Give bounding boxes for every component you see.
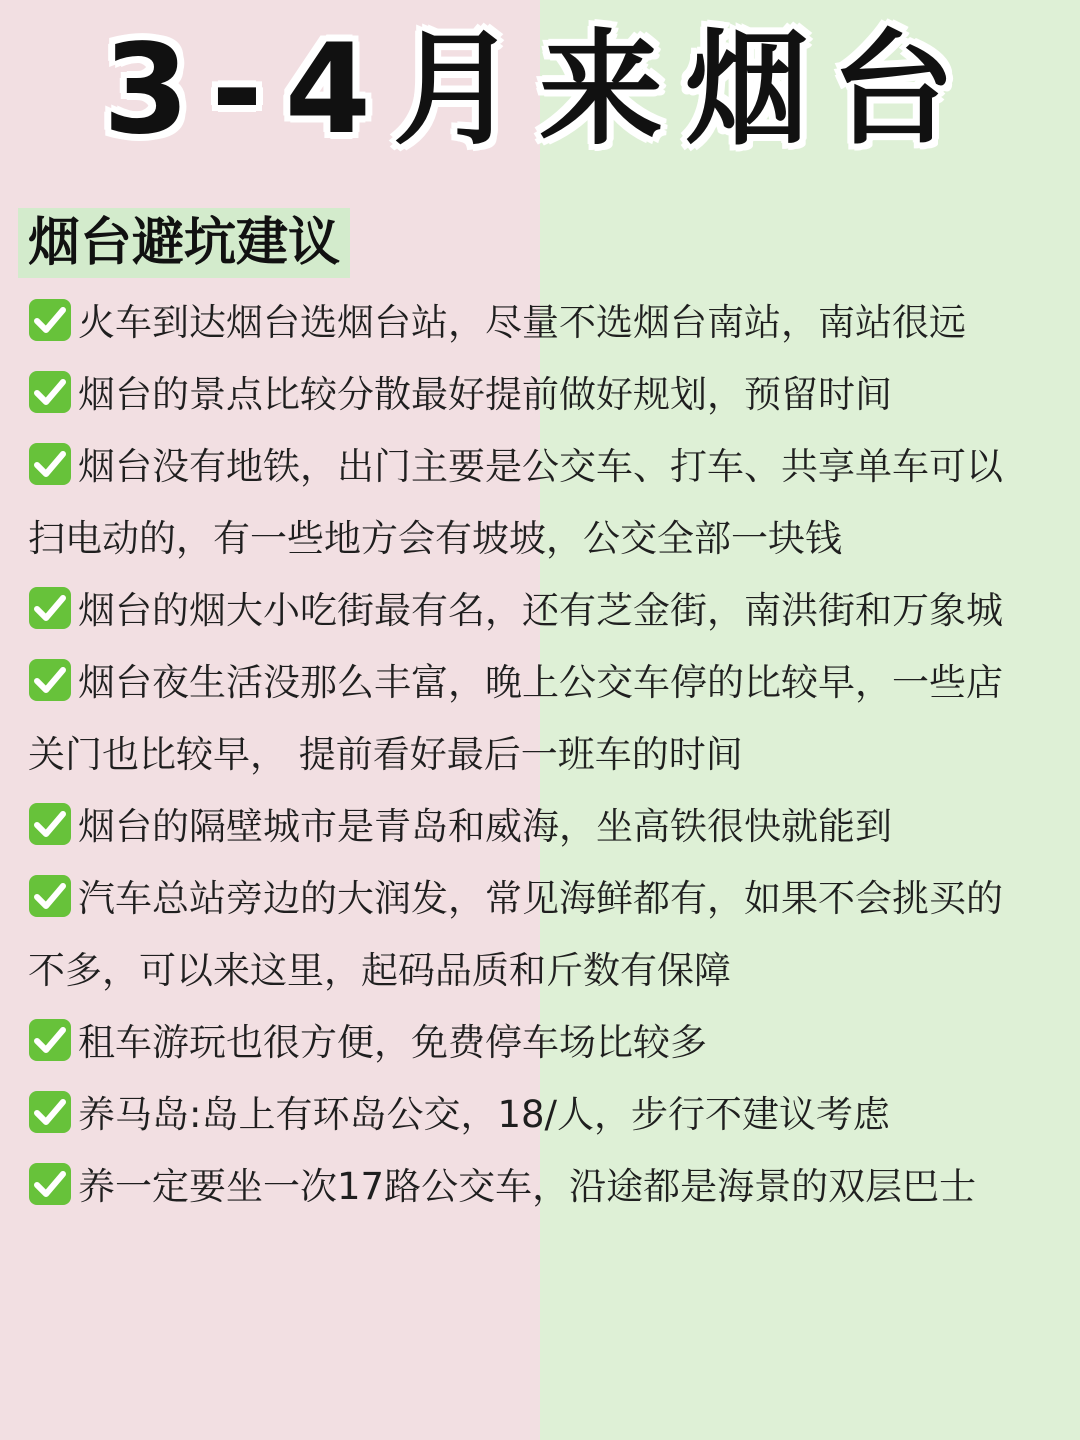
check-mark-icon — [28, 366, 72, 410]
tip-item — [28, 359, 1018, 431]
tip-item — [28, 431, 1018, 575]
tip-text: 汽车总站旁边的大润发，常见海鲜都有，如果不会挑买的不多，可以来这里，起码品质和斤数有保障 — [28, 877, 1003, 992]
tips-list — [28, 287, 1018, 1223]
check-mark-icon — [28, 294, 72, 338]
page-title: 3-4月来烟台 — [102, 18, 978, 162]
tip-item — [28, 1079, 1018, 1151]
tip-text: 烟台的隔壁城市是青岛和威海，坐高铁很快就能到 — [78, 805, 892, 848]
tip-item — [28, 791, 1018, 863]
check-mark-icon — [28, 870, 72, 914]
check-mark-icon — [28, 1014, 72, 1058]
check-mark-icon — [28, 1086, 72, 1130]
tip-text: 烟台夜生活没那么丰富，晚上公交车停的比较早，一些店关门也比较早， 提前看好最后一班车的时间 — [28, 661, 1003, 776]
tip-item — [28, 287, 1018, 359]
tip-text: 养一定要坐一次17路公交车，沿途都是海景的双层巴士 — [78, 1165, 977, 1208]
tip-text: 烟台没有地铁，出门主要是公交车、打车、共享单车可以扫电动的，有一些地方会有坡坡，公交全部一块钱 — [28, 445, 1003, 560]
tip-item — [28, 647, 1018, 791]
tip-text: 烟台的景点比较分散最好提前做好规划，预留时间 — [78, 373, 892, 416]
tip-item — [28, 575, 1018, 647]
check-mark-icon — [28, 438, 72, 482]
check-mark-icon — [28, 798, 72, 842]
tip-text: 烟台的烟大小吃街最有名，还有芝金街，南洪街和万象城 — [78, 589, 1003, 632]
tip-text: 火车到达烟台选烟台站，尽量不选烟台南站，南站很远 — [78, 301, 966, 344]
tip-item — [28, 863, 1018, 1007]
tip-item — [28, 1007, 1018, 1079]
tip-text: 养马岛:岛上有环岛公交，18/人，步行不建议考虑 — [78, 1093, 891, 1136]
check-mark-icon — [28, 582, 72, 626]
tip-text: 租车游玩也很方便，免费停车场比较多 — [78, 1021, 707, 1064]
check-mark-icon — [28, 654, 72, 698]
check-mark-icon — [28, 1158, 72, 1202]
section-heading: 烟台避坑建议 — [18, 208, 350, 278]
tip-item — [28, 1151, 1018, 1223]
